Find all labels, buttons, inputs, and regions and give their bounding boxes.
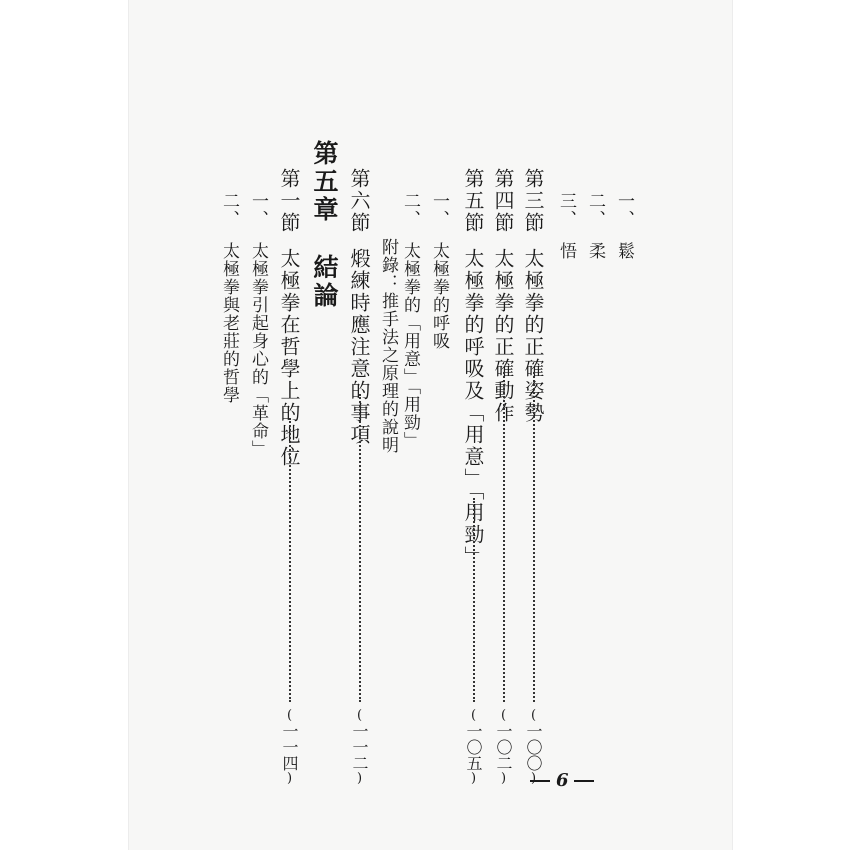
toc-item-number: 一、 [614,192,634,228]
toc-item-number: 二、 [219,192,239,228]
toc-item-title: 太極拳與老莊的哲學 [219,242,239,404]
folio-dash-left [530,780,550,782]
toc-section-number: 第四節 [491,168,515,234]
toc-item-title: 太極拳的呼吸 [429,242,449,350]
toc-item-laozhuang [220,192,237,404]
toc-page-number: (一〇二) [494,708,513,786]
toc-section-title: 煅練時應注意的事項 [347,248,371,446]
toc-item-title: 鬆 [614,242,634,260]
toc-leader-dots [289,418,291,702]
toc-item-number: 二、 [585,192,605,228]
toc-section-title: 太極拳的正確動作 [491,248,515,424]
toc-section-title: 太極拳的呼吸及「用意」「用勁」 [461,248,485,568]
toc-item-title: 柔 [585,242,605,260]
toc-chapter-5 [312,140,337,310]
toc-section-number: 第六節 [347,168,371,234]
toc-leader-dots [533,372,535,702]
toc-chapter-title: 結論 [310,254,339,310]
toc-section-title: 太極拳的正確姿勢 [521,248,545,424]
book-page [128,0,733,850]
toc-appendix-title: 附錄：推手法之原理的說明 [378,238,398,454]
toc-item-soft [586,192,603,260]
toc-leader-dots [359,394,361,702]
toc-appendix [379,238,396,454]
toc-item-number: 一、 [248,192,268,228]
toc-section-number: 第一節 [277,168,301,234]
toc-page-number: (一〇五) [464,708,483,786]
toc-chapter-number: 第五章 [310,140,339,224]
toc-item-number: 三、 [556,192,576,228]
folio-dash-right [574,780,594,782]
toc-item-breathing [430,192,447,350]
toc-item-insight [557,192,574,260]
toc-leader-dots [473,498,475,702]
toc-page-number: (一〇〇) [524,708,543,786]
toc-section-title: 太極拳在哲學上的地位 [277,248,301,468]
toc-leader-dots [503,372,505,702]
toc-section-number: 第五節 [461,168,485,234]
toc-section-number: 第三節 [521,168,545,234]
toc-item-intent-force [401,192,418,450]
toc-item-title: 悟 [556,242,576,260]
toc-item-loosen [615,192,632,260]
toc-item-title: 太極拳引起身心的「革命」 [248,242,268,458]
toc-page-number: (一一四) [280,708,299,786]
toc-item-number: 一、 [429,192,449,228]
page-number: 6 [556,770,569,791]
toc-item-revolution [249,192,266,458]
toc-item-title: 太極拳的「用意」「用勁」 [400,242,420,450]
toc-page-number: (一一二) [350,708,369,786]
toc-item-number: 二、 [400,192,420,228]
page-folio [530,770,598,792]
